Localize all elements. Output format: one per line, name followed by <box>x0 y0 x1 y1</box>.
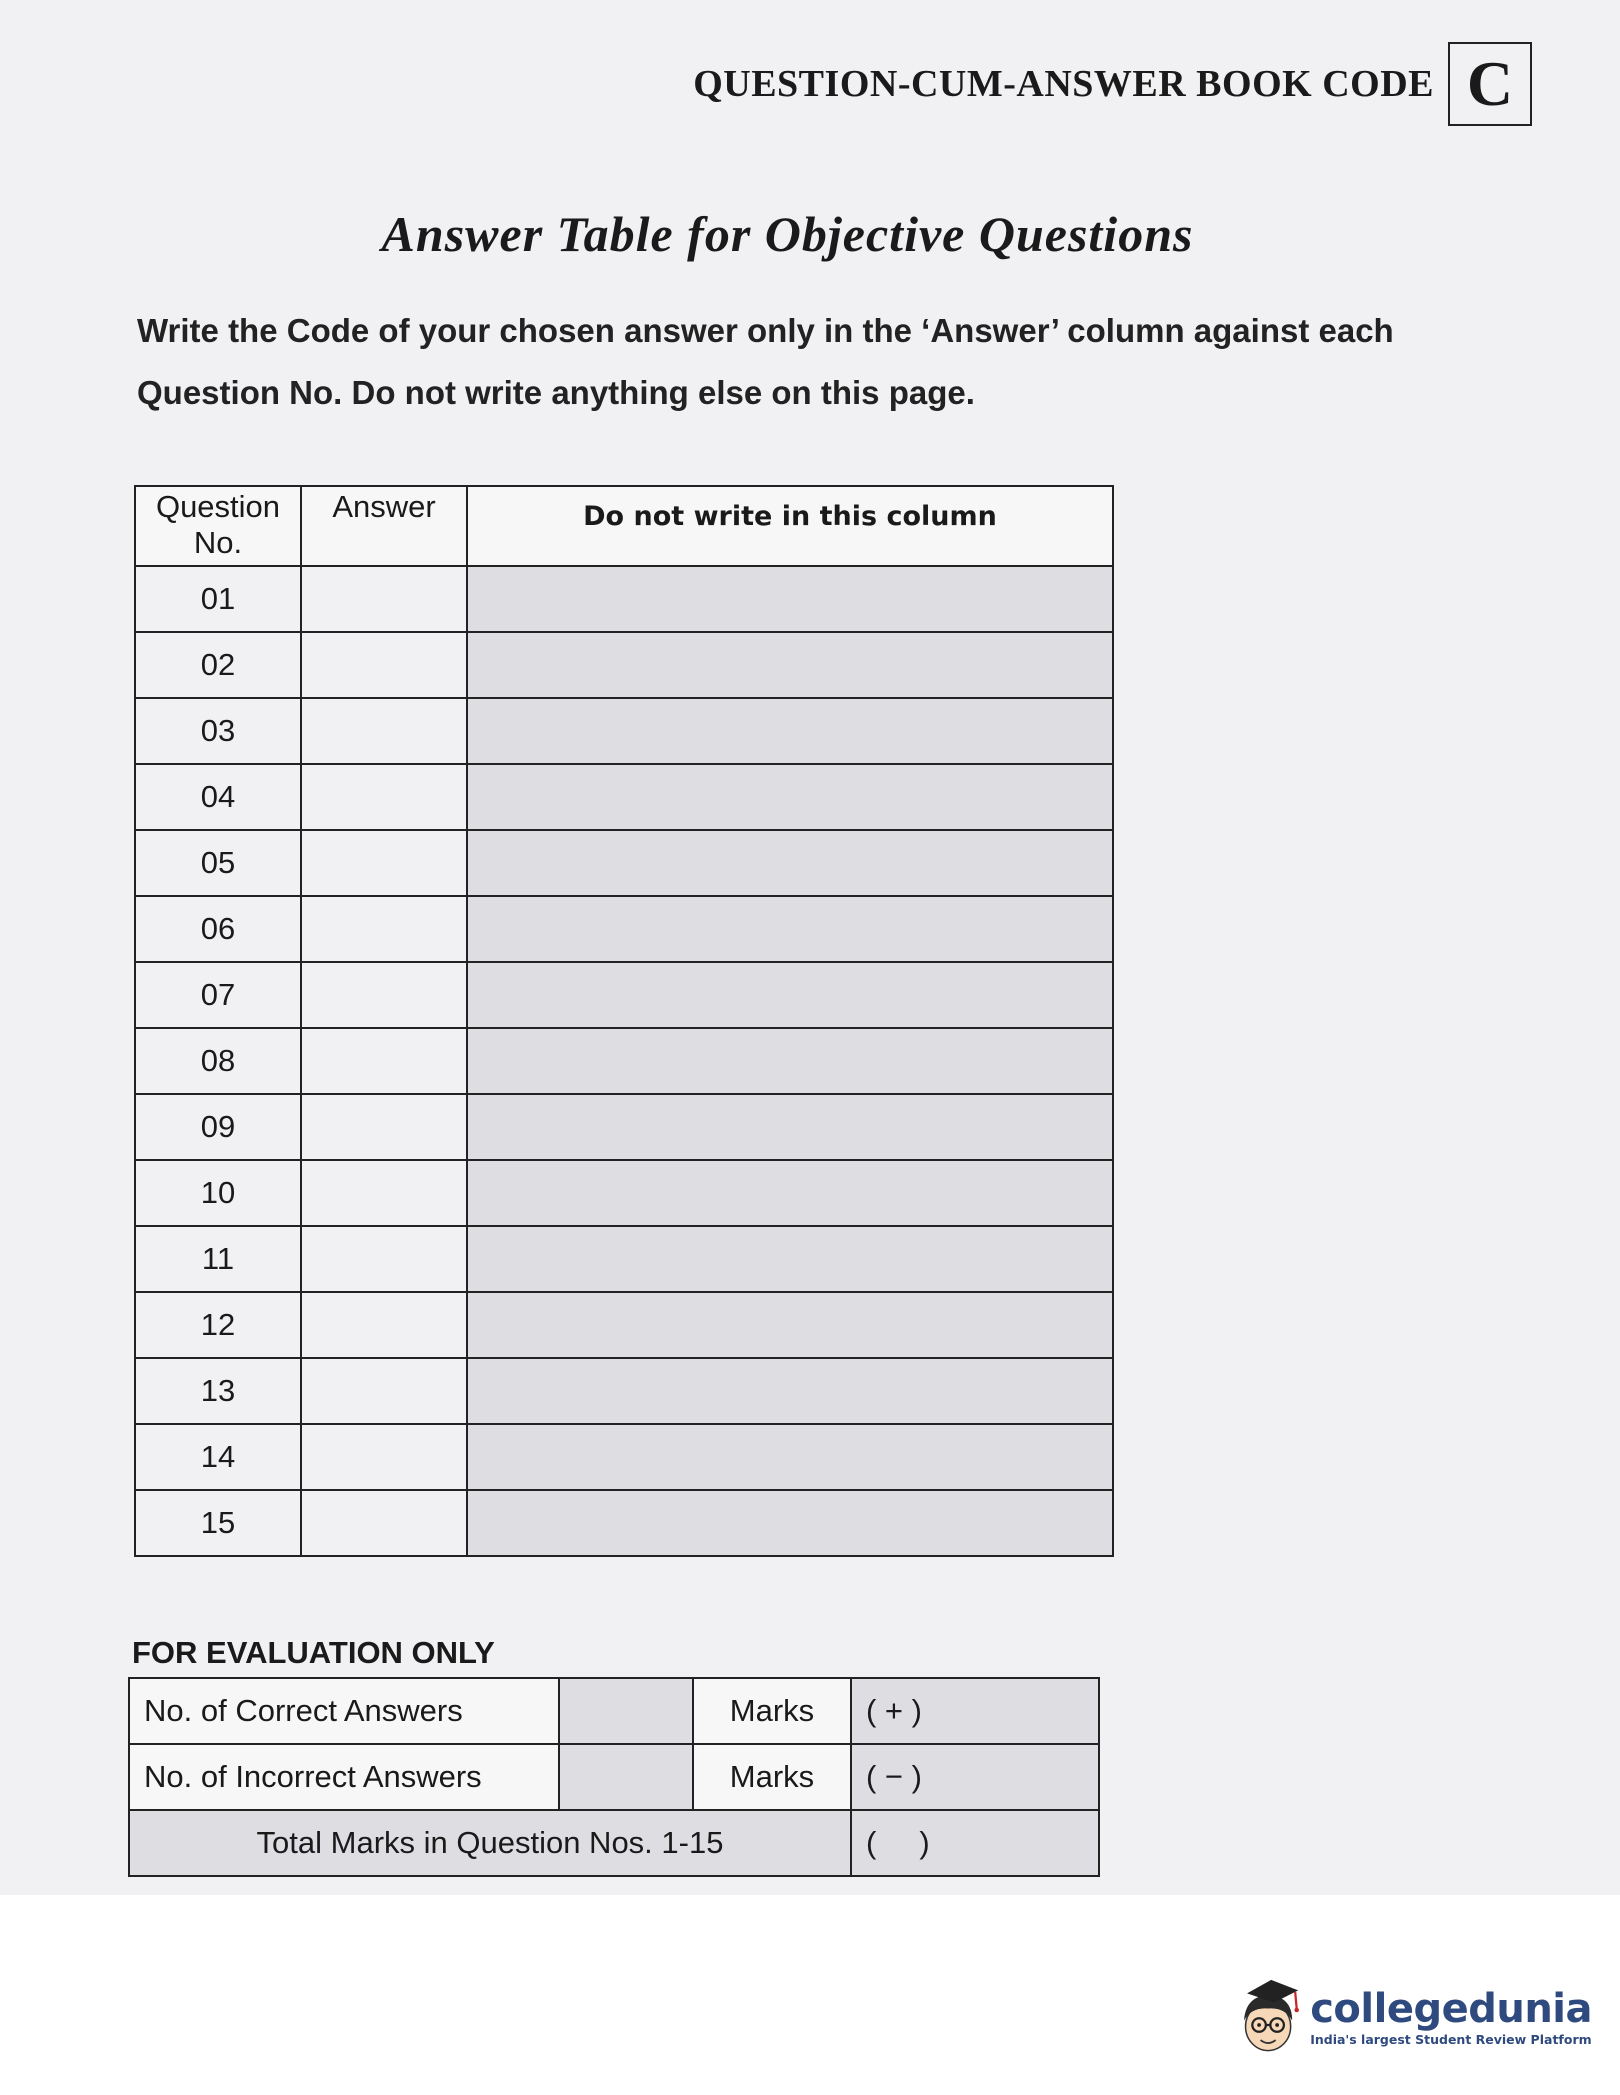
question-number-cell: 09 <box>135 1094 301 1160</box>
answer-cell[interactable] <box>301 962 467 1028</box>
answer-cell[interactable] <box>301 1094 467 1160</box>
evaluator-cell <box>467 1490 1113 1556</box>
logo-name: collegedunia <box>1310 1985 1592 2032</box>
answer-cell[interactable] <box>301 1490 467 1556</box>
question-no-header: Question No. <box>135 486 301 566</box>
mascot-icon <box>1232 1964 1304 2068</box>
correct-answers-label: No. of Correct Answers <box>129 1678 559 1744</box>
incorrect-answers-label: No. of Incorrect Answers <box>129 1744 559 1810</box>
question-number-cell: 06 <box>135 896 301 962</box>
evaluator-cell <box>467 830 1113 896</box>
answer-cell[interactable] <box>301 1292 467 1358</box>
answer-row <box>135 632 1113 698</box>
evaluator-cell <box>467 632 1113 698</box>
evaluator-cell <box>467 1424 1113 1490</box>
answer-row <box>135 1292 1113 1358</box>
answer-row <box>135 1160 1113 1226</box>
answer-table-header-row <box>135 486 1113 566</box>
logo-tagline: India's largest Student Review Platform <box>1310 2031 1592 2047</box>
question-number-cell: 01 <box>135 566 301 632</box>
answer-row <box>135 962 1113 1028</box>
question-number-cell: 12 <box>135 1292 301 1358</box>
answer-row <box>135 764 1113 830</box>
question-number-cell: 07 <box>135 962 301 1028</box>
book-code-header <box>600 40 1532 128</box>
answer-table <box>134 485 1114 1557</box>
correct-marks-label: Marks <box>693 1678 851 1744</box>
answer-cell[interactable] <box>301 1358 467 1424</box>
question-number-cell: 08 <box>135 1028 301 1094</box>
answer-row <box>135 1358 1113 1424</box>
incorrect-marks-cell: ( − ) <box>851 1744 1099 1810</box>
evaluator-cell <box>467 1358 1113 1424</box>
page-title: Answer Table for Objective Questions <box>381 206 1194 262</box>
total-marks-label: Total Marks in Question Nos. 1-15 <box>129 1810 851 1876</box>
incorrect-answers-row <box>129 1744 1099 1810</box>
answer-row <box>135 1226 1113 1292</box>
evaluator-cell <box>467 1028 1113 1094</box>
answer-row <box>135 830 1113 896</box>
answer-cell[interactable] <box>301 632 467 698</box>
correct-answers-count-cell <box>559 1678 693 1744</box>
book-code-label: QUESTION-CUM-ANSWER BOOK CODE <box>693 63 1434 105</box>
answer-cell[interactable] <box>301 1160 467 1226</box>
answer-cell[interactable] <box>301 1226 467 1292</box>
book-code-box: C <box>1448 42 1532 126</box>
question-number-cell: 05 <box>135 830 301 896</box>
answer-cell[interactable] <box>301 1028 467 1094</box>
question-number-cell: 14 <box>135 1424 301 1490</box>
instructions-text: Write the Code of your chosen answer only in the ‘Answer’ column against each Question No. Do not write anything else on this page. <box>137 312 1394 411</box>
question-number-cell: 13 <box>135 1358 301 1424</box>
collegedunia-logo <box>1232 1962 1592 2070</box>
evaluator-cell <box>467 896 1113 962</box>
incorrect-answers-count-cell <box>559 1744 693 1810</box>
answer-row <box>135 1424 1113 1490</box>
logo-text <box>1310 1986 1592 2047</box>
evaluator-cell <box>467 1292 1113 1358</box>
question-number-cell: 04 <box>135 764 301 830</box>
incorrect-marks-label: Marks <box>693 1744 851 1810</box>
evaluator-cell <box>467 1226 1113 1292</box>
evaluator-cell <box>467 764 1113 830</box>
evaluator-cell <box>467 566 1113 632</box>
answer-row <box>135 698 1113 764</box>
answer-header: Answer <box>301 486 467 566</box>
evaluator-cell <box>467 962 1113 1028</box>
correct-marks-cell: ( + ) <box>851 1678 1099 1744</box>
answer-row <box>135 566 1113 632</box>
evaluator-cell <box>467 698 1113 764</box>
answer-cell[interactable] <box>301 764 467 830</box>
answer-cell[interactable] <box>301 566 467 632</box>
evaluation-table <box>128 1677 1100 1877</box>
answer-cell[interactable] <box>301 698 467 764</box>
correct-answers-row <box>129 1678 1099 1744</box>
do-not-write-header: Do not write in this column <box>467 486 1113 566</box>
total-marks-cell: ( ) <box>851 1810 1099 1876</box>
evaluator-cell <box>467 1094 1113 1160</box>
question-number-cell: 03 <box>135 698 301 764</box>
answer-cell[interactable] <box>301 1424 467 1490</box>
answer-row <box>135 1094 1113 1160</box>
question-number-cell: 02 <box>135 632 301 698</box>
answer-cell[interactable] <box>301 896 467 962</box>
question-number-cell: 15 <box>135 1490 301 1556</box>
question-number-cell: 11 <box>135 1226 301 1292</box>
answer-row <box>135 896 1113 962</box>
answer-cell[interactable] <box>301 830 467 896</box>
answer-row <box>135 1028 1113 1094</box>
answer-row <box>135 1490 1113 1556</box>
evaluation-heading: FOR EVALUATION ONLY <box>132 1635 495 1670</box>
evaluator-cell <box>467 1160 1113 1226</box>
question-number-cell: 10 <box>135 1160 301 1226</box>
answer-table-body <box>135 566 1113 1556</box>
total-marks-row <box>129 1810 1099 1876</box>
